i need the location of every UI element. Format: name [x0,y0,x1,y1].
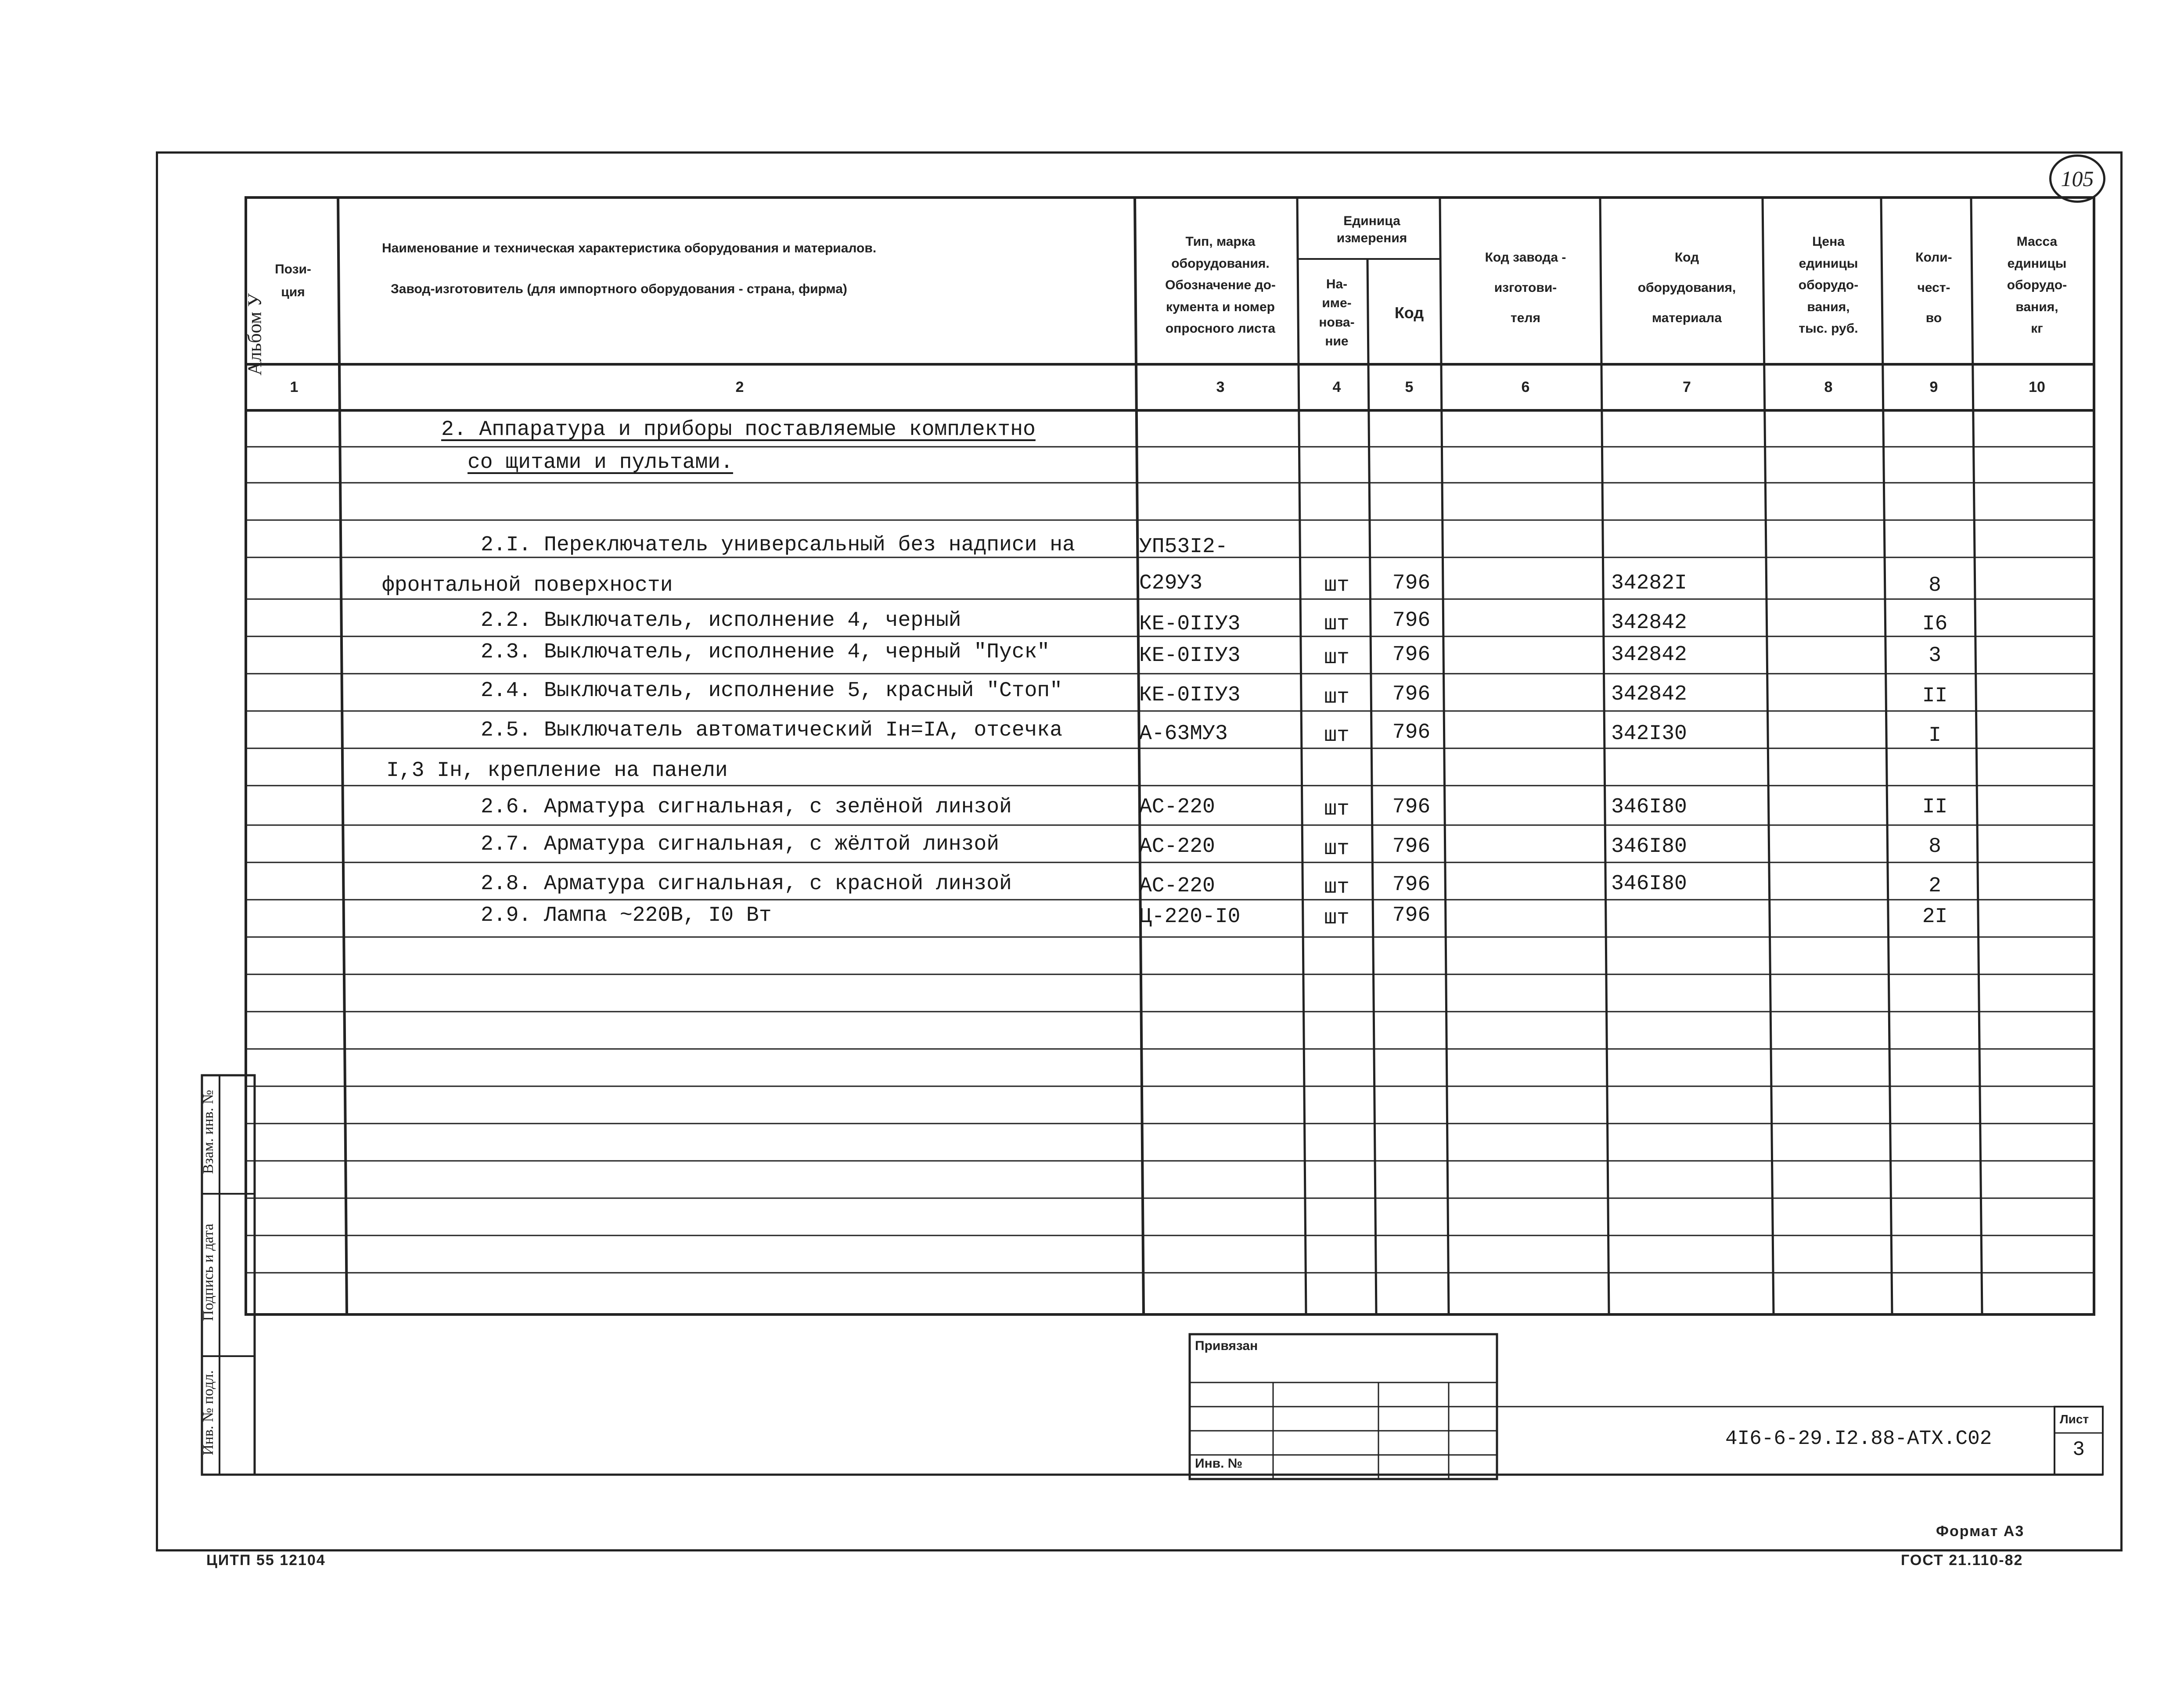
row-2-8-equip-code: 346I80 [1611,872,1687,896]
row-2-2-name: 2.2. Выключатель, исполнение 4, черный [481,609,961,632]
row-2-8-qty: 2 [1929,874,1941,898]
row-2-2-unit: шт [1324,612,1349,636]
row-2-5-name-cont: I,3 Iн, крепление на панели [386,759,728,783]
row-2-4-type: КЕ-0IIУ3 [1139,683,1241,707]
row-2-1-unit: шт [1324,574,1349,597]
column-number-8: 8 [1824,379,1833,395]
header-unit-code: Код [1394,304,1424,322]
column-number-6: 6 [1521,379,1530,395]
row-2-4-qty: II [1922,684,1948,708]
header-factory-code: Код завода - изготови- теля [1485,250,1566,325]
row-2-9-name: 2.9. Лампа ~220В, I0 Вт [481,904,772,927]
row-2-7-unit: шт [1324,837,1349,861]
row-2-4-name: 2.4. Выключатель, исполнение 5, красный "Стоп" [481,679,1063,703]
row-2-5-code: 796 [1392,721,1431,744]
row-2-8-name: 2.8. Арматура сигнальная, с красной линзой [481,872,1012,896]
row-2-9-code: 796 [1392,904,1431,927]
row-2-2-code: 796 [1392,609,1431,632]
header-mass: Масса единицы оборудо- вания, кг [2007,234,2067,336]
header-name-line1: Наименование и техническая характеристика оборудования и материалов. [382,241,877,255]
row-2-1-name-cont: фронтальной поверхности [382,574,673,597]
row-2-1-name: 2.I. Переключатель универсальный без надписи на [481,533,1075,557]
row-2-5-type: А-63МУ3 [1139,722,1228,746]
row-2-1-equip-code: 34282I [1611,571,1687,595]
row-2-3-equip-code: 342842 [1611,643,1687,667]
column-number-1: 1 [290,379,299,395]
row-2-8-type: АС-220 [1139,874,1215,898]
row-2-5-unit: шт [1324,724,1349,747]
section-title-line1: 2. Аппаратура и приборы поставляемые комплектно [441,418,1036,442]
header-name-line2: Завод-изготовитель (для импортного оборудования - страна, фирма) [391,281,847,296]
footer-format: Формат А3 [1936,1523,2025,1540]
column-number-9: 9 [1929,379,1938,395]
footer-gost: ГОСТ 21.110-82 [1901,1552,2023,1569]
row-2-7-qty: 8 [1929,835,1941,858]
row-2-2-type: КЕ-0IIУ3 [1139,612,1241,636]
row-2-2-qty: I6 [1922,612,1948,636]
footer-left-code: ЦИТП 55 12104 [206,1552,326,1569]
row-2-4-equip-code: 342842 [1611,682,1687,706]
row-2-9-unit: шт [1324,906,1349,930]
side-label-inv-podl: Инв. № подл. [200,1370,216,1455]
row-2-6-name: 2.6. Арматура сигнальная, с зелёной линзой [481,795,1012,819]
row-2-1-type: УП53I2- [1139,535,1228,559]
row-2-7-equip-code: 346I80 [1611,835,1687,858]
header-unit-name: На- име- нова- ние [1319,276,1355,348]
stamp-inv-no: Инв. № [1195,1456,1243,1471]
row-2-9-type: Ц-220-I0 [1139,905,1241,929]
list-label: Лист [2060,1412,2089,1426]
album-label: Альбом У [244,293,266,376]
sheet-number-text: 105 [2061,166,2094,191]
row-2-3-unit: шт [1324,646,1349,670]
header-type: Тип, марка оборудования. Обозначение до- кумента и номер опросного листа [1165,234,1276,336]
row-2-3-name: 2.3. Выключатель, исполнение 4, черный "Пуск" [481,640,1050,664]
row-2-6-type: АС-220 [1139,795,1215,819]
column-number-2: 2 [735,379,744,395]
row-2-1-qty: 8 [1929,574,1941,597]
row-2-7-type: АС-220 [1139,835,1215,858]
header-price: Цена единицы оборудо- вания, тыс. руб. [1798,234,1859,336]
row-2-9-qty: 2I [1922,905,1948,929]
row-2-7-name: 2.7. Арматура сигнальная, с жёлтой линзой [481,833,999,856]
row-2-1-type-cont: С29У3 [1139,571,1203,595]
column-number-7: 7 [1683,379,1691,395]
row-2-6-equip-code: 346I80 [1611,795,1687,819]
header-name [347,202,1137,334]
row-2-4-unit: шт [1324,686,1349,709]
row-2-5-qty: I [1929,724,1941,747]
column-number-3: 3 [1216,379,1225,395]
row-2-8-unit: шт [1324,876,1349,899]
column-number-10: 10 [2029,379,2045,395]
column-number-5: 5 [1405,379,1414,395]
header-equipment-code: Код оборудования, материала [1637,250,1736,325]
header-unit-group: Единица измерения [1336,213,1407,245]
header-position: Пози- ция [275,262,311,299]
row-2-3-type: КЕ-0IIУ3 [1139,644,1241,668]
document-code: 4I6-6-29.I2.88-АТХ.С02 [1725,1427,1992,1450]
section-title-line2: со щитами и пультами. [468,451,733,474]
side-label-inv-vzam: Взам. инв. № [200,1090,216,1174]
side-label-podpis-data: Подпись и дата [200,1224,216,1321]
row-2-5-name: 2.5. Выключатель автоматический Iн=IА, отсечка [481,718,1063,742]
row-2-6-unit: шт [1324,797,1349,821]
row-2-4-code: 796 [1392,682,1431,706]
list-number: 3 [2072,1438,2085,1461]
row-2-8-code: 796 [1392,873,1431,897]
stamp-privyazan: Привязан [1195,1339,1258,1353]
row-2-7-code: 796 [1392,835,1431,858]
row-2-2-equip-code: 342842 [1611,611,1687,635]
row-2-6-code: 796 [1392,795,1431,819]
row-2-3-qty: 3 [1929,644,1941,668]
row-2-5-equip-code: 342I30 [1611,722,1687,746]
header-quantity: Коли- чест- во [1915,250,1952,325]
row-2-3-code: 796 [1392,643,1431,667]
row-2-1-code: 796 [1392,571,1431,595]
column-number-4: 4 [1332,379,1341,395]
row-2-6-qty: II [1922,795,1948,819]
